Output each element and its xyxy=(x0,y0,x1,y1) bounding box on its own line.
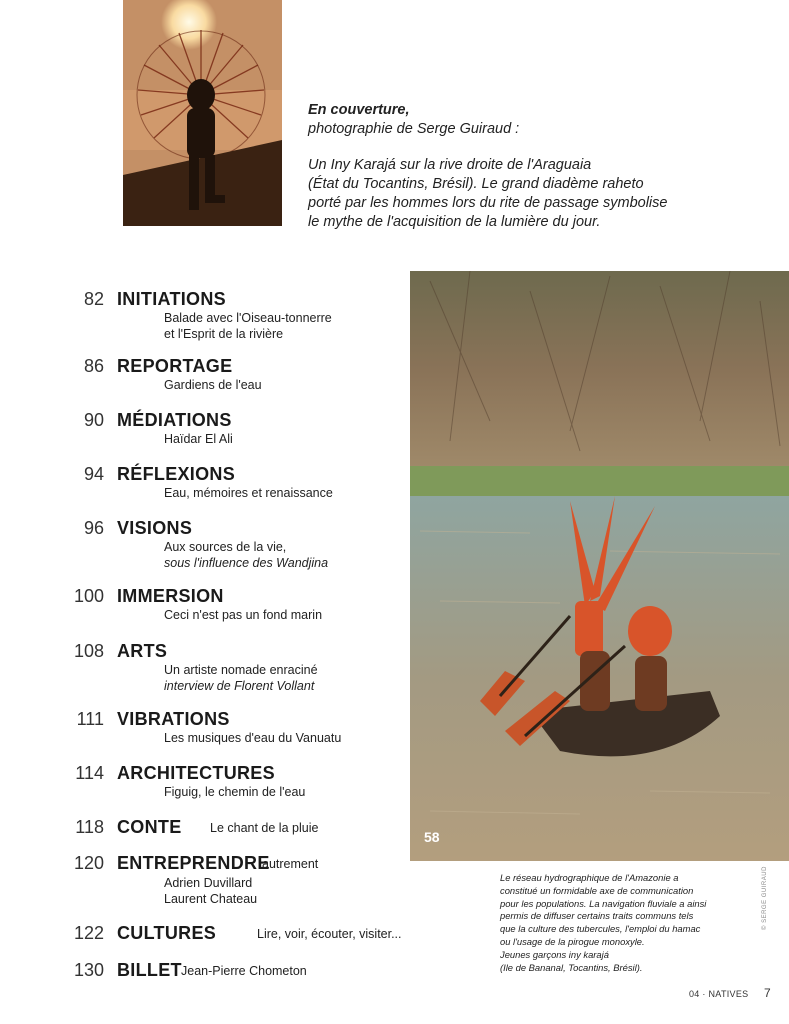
toc-page-number: 82 xyxy=(83,289,104,309)
toc-subtitle: Les musiques d'eau du Vanuatu xyxy=(164,731,342,745)
toc-page-number: 114 xyxy=(75,763,104,783)
toc-section-title: MÉDIATIONS xyxy=(117,410,232,430)
toc-subtitle: et l'Esprit de la rivière xyxy=(164,327,284,341)
toc-page-number: 120 xyxy=(73,853,104,873)
toc-subtitle: Aux sources de la vie, xyxy=(164,540,287,554)
toc-page-number: 130 xyxy=(73,960,104,980)
photo-caption-line: pour les populations. La navigation fluviale a ainsi xyxy=(500,897,707,909)
cover-photo xyxy=(123,0,282,226)
toc-subtitle: interview de Florent Vollant xyxy=(164,679,315,693)
photo-page-reference: 58 xyxy=(424,829,440,845)
toc-page-number: 118 xyxy=(75,817,104,837)
toc-subtitle: Adrien Duvillard xyxy=(164,876,253,890)
toc-page-number: 96 xyxy=(83,518,104,538)
cover-caption-line: porté par les hommes lors du rite de passage symbolise xyxy=(308,195,668,211)
toc-subtitle: Figuig, le chemin de l'eau xyxy=(164,785,306,799)
toc-subtitle: Un artiste nomade enraciné xyxy=(164,663,318,677)
photo-caption-line: (Ile de Bananal, Tocantins, Brésil). xyxy=(500,961,643,973)
toc-subtitle: Lire, voir, écouter, visiter... xyxy=(257,927,402,941)
photo-caption-line: Jeunes garçons iny karajá xyxy=(500,948,609,960)
toc-subtitle: Eau, mémoires et renaissance xyxy=(164,486,333,500)
photo-credit: © SERGE GUIRAUD xyxy=(762,866,768,930)
toc-section-title: ARTS xyxy=(117,641,168,661)
toc-subtitle: Haïdar El Ali xyxy=(164,432,233,446)
toc-section-title: INITIATIONS xyxy=(117,289,226,309)
photo-caption-line: permis de diffuser certains traits communs tels xyxy=(500,910,694,922)
photo-caption-line: Le réseau hydrographique de l'Amazonie a xyxy=(500,872,679,883)
toc-subtitle: Ceci n'est pas un fond marin xyxy=(164,608,323,622)
cover-caption-line: le mythe de l'acquisition de la lumière du jour. xyxy=(308,214,601,230)
toc-page-number: 100 xyxy=(73,586,104,606)
cover-caption xyxy=(308,101,748,232)
toc-page-number: 122 xyxy=(73,923,104,943)
toc-section-title: RÉFLEXIONS xyxy=(117,464,236,484)
main-photo xyxy=(410,271,789,861)
cover-caption-credit: photographie de Serge Guiraud : xyxy=(308,121,520,137)
cover-caption-line: (État du Tocantins, Brésil). Le grand diadème raheto xyxy=(308,176,644,192)
toc-subtitle: sous l'influence des Wandjina xyxy=(164,556,329,570)
toc-subtitle: Jean-Pierre Chometon xyxy=(181,964,307,978)
cover-caption-line: Un Iny Karajá sur la rive droite de l'Araguaia xyxy=(308,157,592,173)
toc-section-title: VISIONS xyxy=(117,518,193,538)
photo-caption xyxy=(500,872,750,974)
photo-caption-line: que la culture des tubercules, l'emploi du hamac xyxy=(500,923,701,935)
toc-page-number: 108 xyxy=(73,641,104,661)
photo-caption-line: constitué un formidable axe de communication xyxy=(500,884,694,896)
toc-page-number: 86 xyxy=(83,356,104,376)
toc-subtitle: Laurent Chateau xyxy=(164,892,258,906)
toc-subtitle: Balade avec l'Oiseau-tonnerre xyxy=(164,311,332,325)
footer-page-number: 7 xyxy=(764,986,771,1000)
cover-caption-lead: En couverture, xyxy=(308,102,410,118)
toc-subtitle: autrement xyxy=(262,857,319,871)
toc-section-title: ENTREPRENDRE xyxy=(117,853,270,873)
toc-section-title: CULTURES xyxy=(117,923,217,943)
toc-section-title: ARCHITECTURES xyxy=(117,763,275,783)
toc-section-title: REPORTAGE xyxy=(117,356,233,376)
toc-section-title: BILLET xyxy=(117,960,182,980)
toc-subtitle: Le chant de la pluie xyxy=(210,821,319,835)
toc-page-number: 94 xyxy=(83,464,104,484)
toc-subtitle: Gardiens de l'eau xyxy=(164,378,262,392)
toc-section-title: VIBRATIONS xyxy=(117,709,230,729)
photo-caption-line: ou l'usage de la pirogue monoxyle. xyxy=(500,935,645,947)
toc-page-number: 90 xyxy=(83,410,104,430)
footer-magazine-name: 04 · NATIVES xyxy=(689,989,749,999)
toc-section-title: CONTE xyxy=(117,817,182,837)
toc-section-title: IMMERSION xyxy=(117,586,224,606)
toc-page-number: 111 xyxy=(76,709,104,729)
